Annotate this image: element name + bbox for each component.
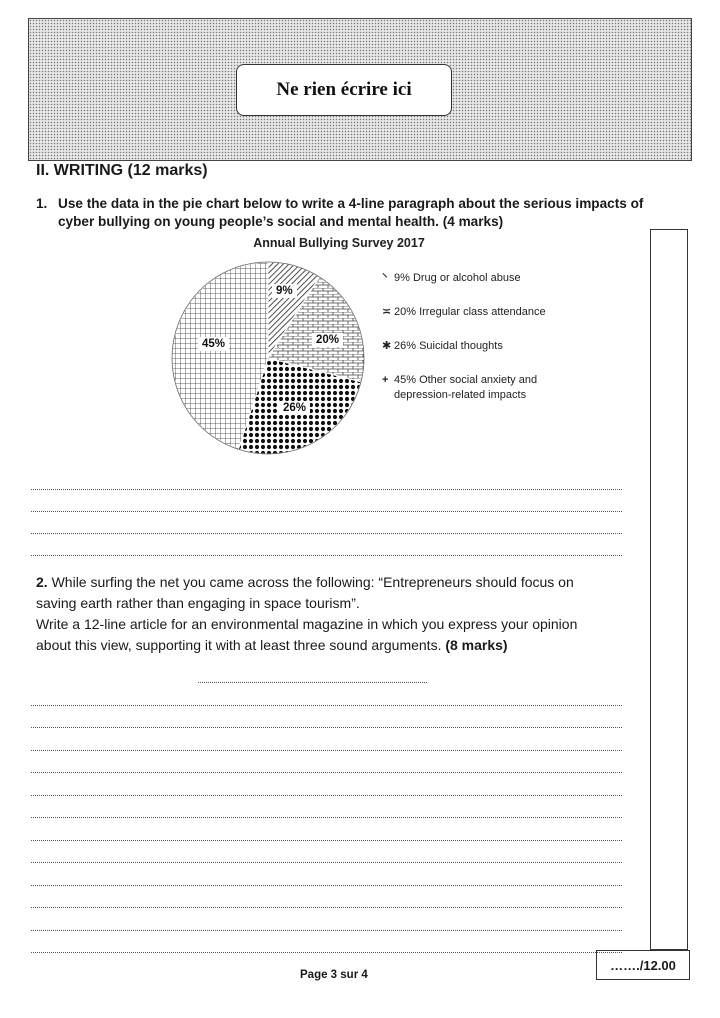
question-1 xyxy=(36,195,656,231)
pie-label-20: 20% xyxy=(312,333,343,347)
article-title-line[interactable] xyxy=(198,682,427,683)
legend-item-social-anxiety xyxy=(382,373,537,403)
answer-line[interactable] xyxy=(31,772,622,773)
score-box xyxy=(596,950,690,980)
brick-pattern-icon: ≍ xyxy=(382,306,392,318)
answer-line[interactable] xyxy=(31,750,622,751)
answer-line[interactable] xyxy=(31,795,622,796)
answer-line[interactable] xyxy=(31,511,622,512)
answer-line[interactable] xyxy=(31,727,622,728)
pie-label-26: 26% xyxy=(279,401,310,415)
legend-label: 20% Irregular class attendance xyxy=(394,306,546,318)
pie-label-45: 45% xyxy=(198,337,229,351)
legend-label-continued: depression-related impacts xyxy=(394,389,527,401)
do-not-write-stamp xyxy=(236,64,452,116)
marking-column xyxy=(650,229,688,950)
answer-line[interactable] xyxy=(31,885,622,886)
answer-line[interactable] xyxy=(31,705,622,706)
question-1-text: Use the data in the pie chart below to write a 4-line paragraph about the serious impacts of cyber bullying on young people’s social and mental health. (4 marks) xyxy=(58,196,644,229)
legend-item-irregular-attendance xyxy=(382,305,546,320)
question-2-line-3: Write a 12-line article for an environmental magazine in which you express your opinion xyxy=(36,616,578,632)
answer-line[interactable] xyxy=(31,930,622,931)
question-2-line-2: saving earth rather than engaging in space tourism”. xyxy=(36,595,360,611)
question-2-number: 2. xyxy=(36,574,48,590)
pie-label-9: 9% xyxy=(272,284,297,298)
answer-line[interactable] xyxy=(31,489,622,490)
dot-pattern-icon: ✱ xyxy=(382,340,392,352)
question-2-line-1: While surfing the net you came across the following: “Entrepreneurs should focus on xyxy=(51,574,574,590)
legend-item-drug-alcohol xyxy=(382,271,521,286)
answer-line[interactable] xyxy=(31,907,622,908)
question-1-number: 1. xyxy=(36,196,48,211)
question-2 xyxy=(36,572,646,656)
legend-item-suicidal-thoughts xyxy=(382,339,503,354)
answer-line[interactable] xyxy=(31,555,622,556)
answer-line[interactable] xyxy=(31,533,622,534)
do-not-write-label: Ne rien écrire ici xyxy=(276,79,412,100)
chart-title: Annual Bullying Survey 2017 xyxy=(253,236,425,250)
grid-pattern-icon: + xyxy=(382,374,389,386)
diagonal-hatch-icon: ⸌ xyxy=(382,272,388,284)
question-2-line-4: about this view, supporting it with at least three sound arguments. xyxy=(36,637,442,653)
section-title: II. WRITING (12 marks) xyxy=(36,162,208,179)
answer-line[interactable] xyxy=(31,840,622,841)
question-2-marks: (8 marks) xyxy=(445,637,508,653)
legend-label: 9% Drug or alcohol abuse xyxy=(394,272,521,284)
answer-line[interactable] xyxy=(31,952,622,953)
page-number: Page 3 sur 4 xyxy=(300,969,368,981)
score-text: ……./12.00 xyxy=(610,957,676,973)
legend-label: 26% Suicidal thoughts xyxy=(394,340,503,352)
pie-chart xyxy=(170,258,366,458)
legend-label: 45% Other social anxiety and xyxy=(394,374,538,386)
answer-line[interactable] xyxy=(31,817,622,818)
answer-line[interactable] xyxy=(31,862,622,863)
